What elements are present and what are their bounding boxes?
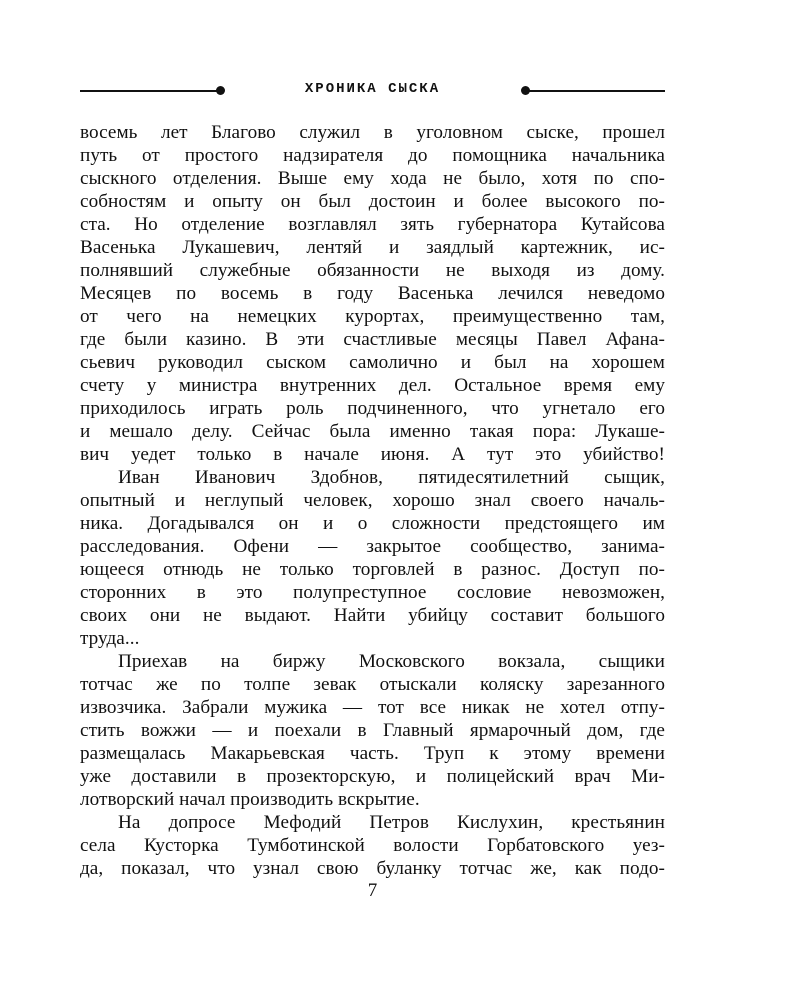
text-line: размещалась Макарьевская часть. Труп к этому времени bbox=[80, 743, 665, 764]
text-line: тотчас же по толпе зевак отыскали коляску зарезанного bbox=[80, 674, 665, 695]
text-line: села Кусторка Тумботинской волости Горбатовского уез- bbox=[80, 835, 665, 856]
body-text bbox=[80, 121, 665, 880]
text-line: собностям и опыту он был достоин и более высокого по- bbox=[80, 191, 665, 212]
text-line: восемь лет Благово служил в уголовном сыске, прошел bbox=[80, 122, 665, 143]
text-line: стить вожжи — и поехали в Главный ярмарочный дом, где bbox=[80, 720, 665, 741]
text-line: путь от простого надзирателя до помощника начальника bbox=[80, 145, 665, 166]
text-line: извозчика. Забрали мужика — тот все никак не хотел отпу- bbox=[80, 697, 665, 718]
text-line: труда... bbox=[80, 628, 140, 649]
text-line: где были казино. В эти счастливые месяцы Павел Афана- bbox=[80, 329, 665, 350]
text-line: от чего на немецких курортах, преимущественно там, bbox=[80, 306, 665, 327]
header-dot-left bbox=[216, 86, 225, 95]
text-line: ющееся отнюдь не только торговлей в разнос. Доступ по- bbox=[80, 559, 665, 580]
text-line: своих они не выдают. Найти убийцу составит большого bbox=[80, 605, 665, 626]
header-rule-right bbox=[525, 90, 665, 92]
text-line: да, показал, что узнал свою буланку тотчас же, как подо- bbox=[80, 858, 665, 879]
text-line: и мешало делу. Сейчас была именно такая пора: Лукаше- bbox=[80, 421, 665, 442]
text-line: счету у министра внутренних дел. Остальное время ему bbox=[80, 375, 665, 396]
text-line: ста. Но отделение возглавлял зять губернатора Кутайсова bbox=[80, 214, 665, 235]
text-line: полнявший служебные обязанности не выходя из дому. bbox=[80, 260, 665, 281]
text-line: На допросе Мефодий Петров Кислухин, крестьянин bbox=[118, 812, 665, 833]
text-line: уже доставили в прозекторскую, и полицейский врач Ми- bbox=[80, 766, 665, 787]
text-line: сыскного отделения. Выше ему хода не было, хотя по спо- bbox=[80, 168, 665, 189]
text-line: расследования. Офени — закрытое сообщество, занима- bbox=[80, 536, 665, 557]
text-line: лотворский начал производить вскрытие. bbox=[80, 789, 420, 810]
text-line: Васенька Лукашевич, лентяй и заядлый картежник, ис- bbox=[80, 237, 665, 258]
page-number: 7 bbox=[367, 880, 378, 901]
header-rule-left bbox=[80, 90, 220, 92]
text-line: вич уедет только в начале июня. А тут это убийство! bbox=[80, 444, 665, 465]
text-line: сьевич руководил сыском самолично и был на хорошем bbox=[80, 352, 665, 373]
text-line: Приехав на биржу Московского вокзала, сыщики bbox=[118, 651, 665, 672]
text-line: приходилось играть роль подчиненного, что угнетало его bbox=[80, 398, 665, 419]
text-line: опытный и неглупый человек, хорошо знал своего началь- bbox=[80, 490, 665, 511]
text-line: Иван Иванович Здобнов, пятидесятилетний сыщик, bbox=[118, 467, 665, 488]
running-title: ХРОНИКА СЫСКА bbox=[304, 81, 441, 97]
text-line: Месяцев по восемь в году Васенька лечился неведомо bbox=[80, 283, 665, 304]
running-header bbox=[80, 80, 665, 102]
text-line: сторонних в это полупреступное сословие невозможен, bbox=[80, 582, 665, 603]
text-line: ника. Догадывался он и о сложности предстоящего им bbox=[80, 513, 665, 534]
